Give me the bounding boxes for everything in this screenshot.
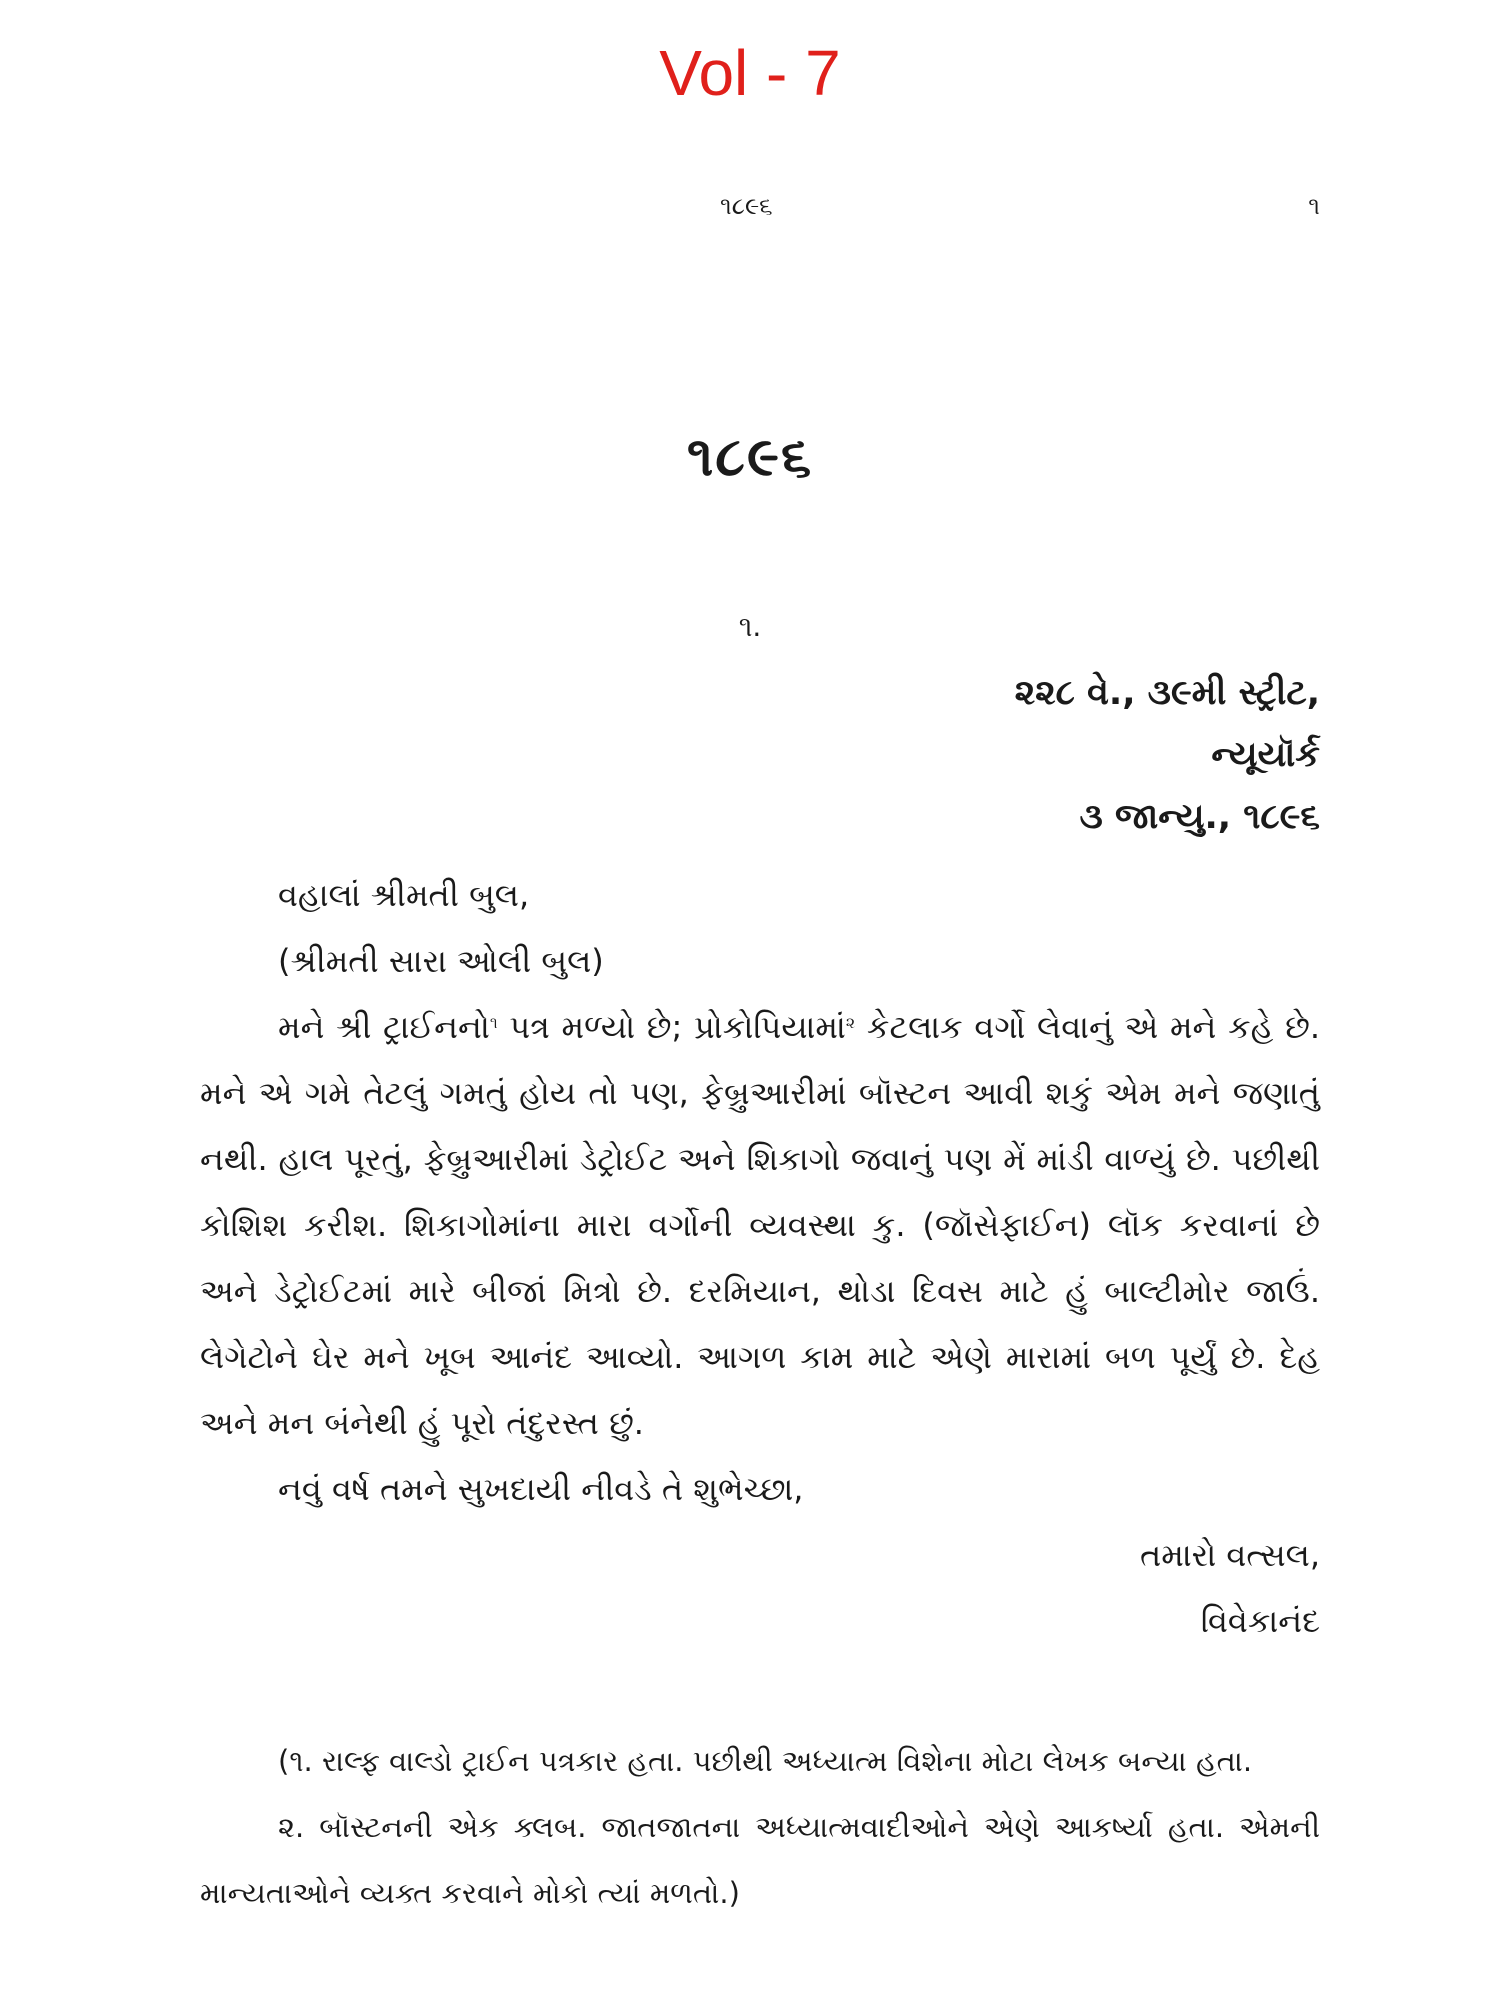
footnote-2: ૨. બૉસ્ટનની એક ક્લબ. જાતજાતના અધ્યાત્મવાદીઓને એણે આકર્ષ્યા હતા. એમની માન્યતાઓને વ્યક્ત કરવાને મોકો ત્યાં મળતો.) [200, 1810, 1320, 1910]
running-head [200, 192, 1320, 232]
salutation: વહાલાં શ્રીમતી બુલ, [278, 876, 530, 914]
closing: તમારો વત્સલ, [1140, 1536, 1320, 1574]
footnote-ref-1: ૧ [489, 1013, 498, 1032]
year-heading: ૧૮૯૬ [686, 425, 814, 488]
new-year-wish: નવું વર્ષ તમને સુખદાયી નીવડે તે શુભેચ્છા, [278, 1470, 804, 1508]
letter-body [200, 862, 1320, 1654]
letter-number: ૧. [738, 610, 762, 643]
address-block [1015, 662, 1320, 848]
address-line-street: ૨૨૮ વે., ૩૯મી સ્ટ્રીટ, [1014, 673, 1320, 713]
footnote-ref-2: ૨ [845, 1013, 856, 1032]
address-line-city: ન્યૂયૉર્ક [1211, 735, 1320, 775]
address-line-date: ૩ જાન્યુ., ૧૮૯૬ [1079, 797, 1320, 837]
vol-label: Vol - 7 [659, 37, 841, 109]
paragraph-part-2: પત્ર મળ્યો છે; પ્રોકોપિયામાં [497, 1008, 846, 1046]
paragraph-part-1: મને શ્રી ટ્રાઈનનો [278, 1008, 490, 1046]
addressee-note: (શ્રીમતી સારા ઓલી બુલ) [278, 942, 604, 980]
running-head-year: ૧૮૯૬ [720, 192, 773, 220]
paragraph-part-3: કેટલાક વર્ગો લેવાનું એ મને કહે છે. મને એ ગમે તેટલું ગમતું હોય તો પણ, ફેબ્રુઆરીમાં બૉસ્ટન આવી શકું એમ મને જણાતું નથી. હાલ પૂરતું, ફેબ્રુઆરીમાં ડેટ્રોઈટ અને શિકાગો જવાનું પણ મેં માંડી વાળ્યું છે. પછીથી કોશિશ કરીશ. શિકાગોમાંના મારા વર્ગોની વ્યવસ્થા કુ. (જૉસેફાઈન) લૉક કરવાનાં છે અને ડેટ્રોઈટમાં મારે બીજાં મિત્રો છે. દરમિયાન, થોડા દિવસ માટે હું બાલ્ટીમોર જાઉં. લેગેટોને ઘેર મને ખૂબ આનંદ આવ્યો. આગળ કામ માટે એણે મારામાં બળ પૂર્યું છે. દેહ અને મન બંનેથી હું પૂરો તંદુરસ્ત છું. [200, 1008, 1321, 1442]
page-number: ૧ [1308, 192, 1320, 220]
signature: વિવેકાનંદ [1200, 1602, 1320, 1640]
letter-paragraph [200, 994, 1320, 1456]
footnote-1: (૧. રાલ્ફ વાલ્ડો ટ્રાઈન પત્રકાર હતા. પછીથી અધ્યાત્મ વિશેના મોટા લેખક બન્યા હતા. [278, 1744, 1253, 1778]
footnotes [200, 1728, 1320, 1926]
